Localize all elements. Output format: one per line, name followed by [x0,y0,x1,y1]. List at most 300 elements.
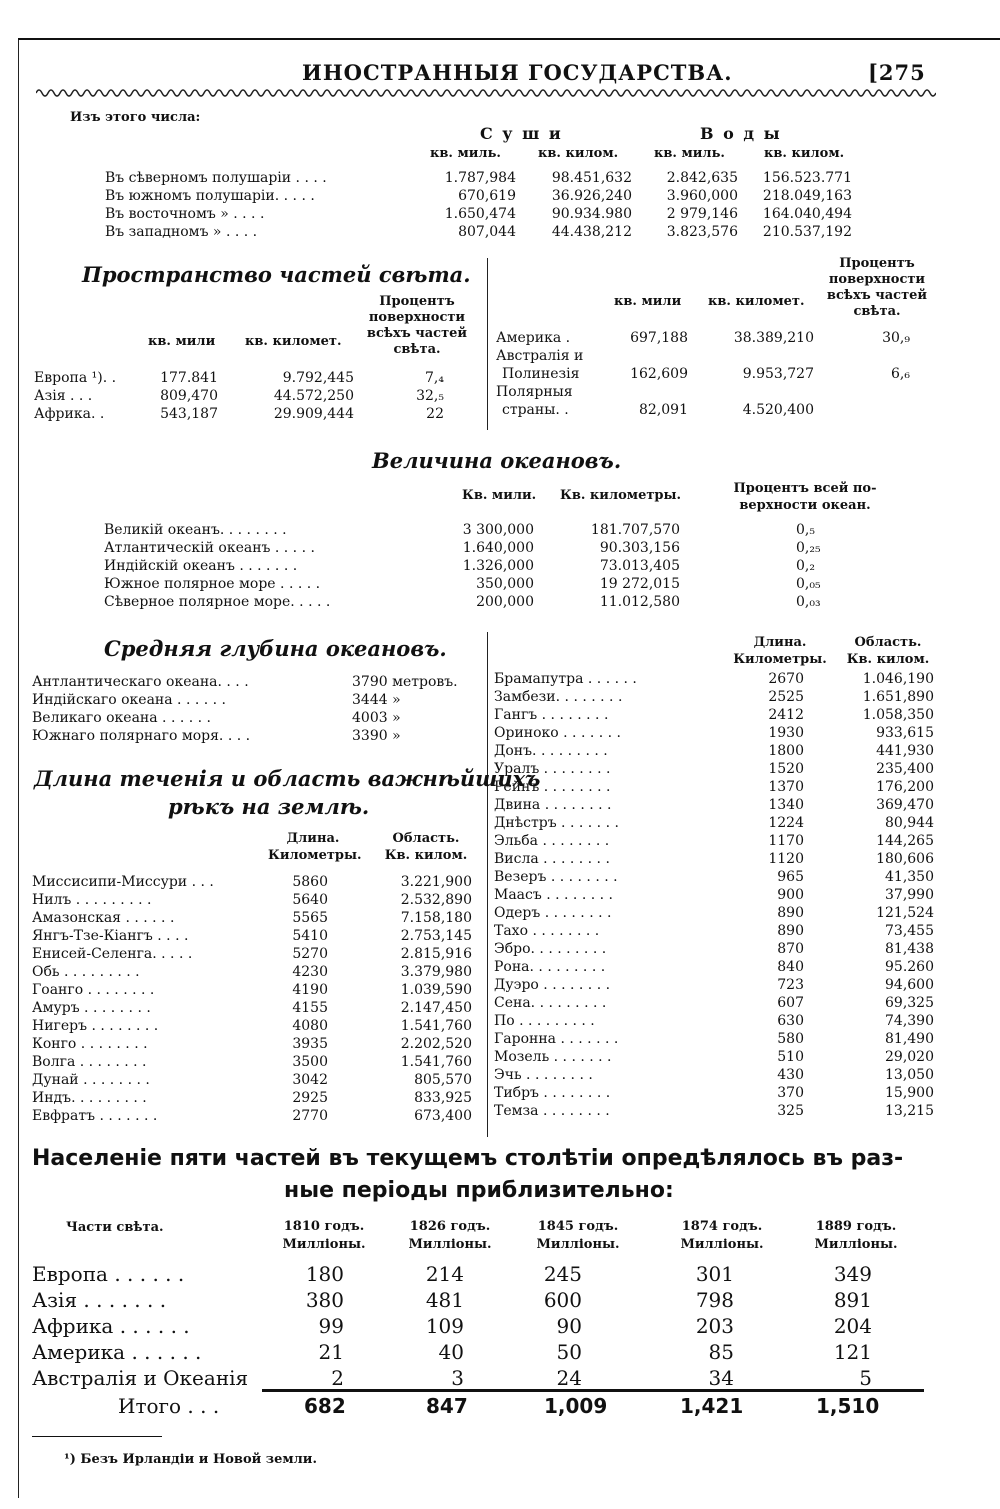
river-name: Темза . . . . . . . . [494,1103,610,1119]
table-row [0,692,488,710]
continents-col-km-left: кв. километ. [245,334,342,349]
river-name: Волга . . . . . . . . [32,1054,147,1070]
col-header-line: Область. [392,831,460,846]
river-length: 1800 [768,743,804,759]
continents-right-table [490,330,1000,420]
footnote: ¹) Безъ Ирландіи и Новой земли. [64,1452,317,1467]
river-length: 3500 [292,1054,328,1070]
river-name: Нигеръ . . . . . . . . [32,1018,159,1034]
continents-col-miles-left: кв. мили [148,334,216,349]
river-length: 370 [777,1085,804,1101]
col-header-line: Длина. [753,635,807,650]
table-row [490,977,1000,995]
river-length: 890 [777,923,804,939]
river-length: 5860 [292,874,328,890]
table-row [490,1013,1000,1031]
river-name: Донъ. . . . . . . . . [494,743,608,759]
population-value: 99 [318,1314,344,1338]
river-area: 7.158,180 [400,910,472,926]
table-row [0,964,488,982]
cell: 36.926,240 [551,188,632,204]
river-length: 890 [777,905,804,921]
rivers-left-table [0,874,488,1126]
population-value: 109 [425,1314,464,1338]
year-column-header [672,1218,772,1254]
footnote-rule [32,1436,162,1437]
river-name: Ориноко . . . . . . . [494,725,622,741]
river-name: Тибръ . . . . . . . . [494,1085,611,1101]
table-row [490,366,1000,384]
river-name: Брамапутра . . . . . . [494,671,637,687]
row-label: Полярныя [496,384,573,400]
pct-header-line: Процентъ [379,294,455,309]
unit-label: Милліоны. [814,1237,898,1252]
hemispheres-table [0,170,1000,242]
cell: 3444 » [352,692,401,708]
river-area: 81,438 [885,941,934,957]
year-label: 1826 годъ. [409,1219,491,1234]
river-length: 3042 [292,1072,328,1088]
table-row [490,725,1000,743]
table-row [0,594,1000,612]
row-label: Азія . . . [34,388,93,404]
river-area: 15,900 [885,1085,934,1101]
pct-header-line: свѣта. [393,342,441,357]
table-row [490,851,1000,869]
cell: 809,470 [160,388,218,404]
river-area: 74,390 [885,1013,934,1029]
population-value: 600 [543,1288,582,1312]
cell: 1.787,984 [444,170,516,186]
river-name: Евфратъ . . . . . . . [32,1108,158,1124]
year-label: 1845 годъ. [537,1219,619,1234]
water-group-header: В о д ы [700,124,782,143]
river-name: Одеръ . . . . . . . . [494,905,612,921]
table-row [0,522,1000,540]
row-label: Америка . [496,330,571,346]
river-name: Дунай . . . . . . . . [32,1072,150,1088]
table-row [0,406,488,424]
river-name: Эчь . . . . . . . . [494,1067,593,1083]
table-row [0,1054,488,1072]
continents-pct-header-left [362,294,472,358]
row-label: Великаго океана . . . . . . [32,710,211,726]
population-total-rule [262,1389,924,1392]
oceans-col-miles: Кв. мили. [462,488,537,503]
cell: 0,₂₅ [796,540,821,556]
cell: 11.012,580 [599,594,680,610]
table-row [0,558,1000,576]
river-length: 2770 [292,1108,328,1124]
population-value: 891 [833,1288,872,1312]
continent-label: Африка . . . . . . [32,1314,190,1338]
pct-header-line: верхности океан. [739,498,871,513]
river-length: 4080 [292,1018,328,1034]
table-row [0,874,488,892]
population-value: 2 [331,1366,344,1390]
cell: 19 272,015 [599,576,680,592]
total-1810: 682 [304,1394,346,1418]
table-row [490,348,1000,366]
table-row [0,1340,1000,1366]
river-length: 5270 [292,946,328,962]
population-value: 85 [708,1340,734,1364]
page-number: [275 [868,60,926,85]
cell: 0,₂ [796,558,815,574]
table-row [490,384,1000,402]
row-label: Въ восточномъ » . . . . [105,206,265,222]
river-name: Везеръ . . . . . . . . [494,869,618,885]
table-row [490,1067,1000,1085]
cell: 22 [426,406,444,422]
river-name: Мозель . . . . . . . [494,1049,612,1065]
cell: 44.572,250 [273,388,354,404]
river-area: 176,200 [876,779,934,795]
row-label: Полинезія [502,366,580,382]
river-area: 2.815,916 [400,946,472,962]
river-area: 29,020 [885,1049,934,1065]
cell: 210.537,192 [762,224,852,240]
river-area: 833,925 [414,1090,472,1106]
river-length: 3935 [292,1036,328,1052]
river-length: 870 [777,941,804,957]
river-name: Двина . . . . . . . . [494,797,612,813]
row-label: Въ сѣверномъ полушаріи . . . . [105,170,327,186]
table-row [490,330,1000,348]
row-label: Индійскаго океана . . . . . . [32,692,227,708]
year-label: 1810 годъ. [283,1219,365,1234]
total-label: Итого . . . [118,1394,220,1418]
river-area: 80,944 [885,815,934,831]
cell: 3.823,576 [666,224,738,240]
table-row [490,833,1000,851]
river-length: 607 [777,995,804,1011]
cell: 3 300,000 [462,522,534,538]
cell: 90.303,156 [599,540,680,556]
river-area: 369,470 [876,797,934,813]
cell: 4003 » [352,710,401,726]
year-column-header [806,1218,906,1254]
table-row [490,959,1000,977]
cell: 98.451,632 [551,170,632,186]
table-row [490,1031,1000,1049]
cell: 73.013,405 [599,558,680,574]
population-title-line1: Населеніе пяти частей въ текущемъ столѣтіи опредѣлялось въ раз- [32,1146,904,1171]
col-header-sq-km-water: кв. килом. [764,146,845,161]
table-row [0,1108,488,1126]
cell: 162,609 [630,366,688,382]
cell: 1.640,000 [462,540,534,556]
river-area: 2.753,145 [400,928,472,944]
table-row [490,671,1000,689]
table-row [490,707,1000,725]
population-value: 90 [556,1314,582,1338]
col-header-sq-miles-water: кв. миль. [654,146,725,161]
river-area: 41,350 [885,869,934,885]
river-name: Гангъ . . . . . . . . [494,707,609,723]
river-area: 1.541,760 [400,1018,472,1034]
river-length: 840 [777,959,804,975]
unit-label: Милліоны. [536,1237,620,1252]
river-length: 5565 [292,910,328,926]
cell: 6,₆ [891,366,910,382]
continent-label: Азія . . . . . . . [32,1288,167,1312]
table-row [490,761,1000,779]
total-1889: 1,510 [816,1394,880,1418]
table-row [490,887,1000,905]
population-col-label: Части свѣта. [66,1220,164,1235]
river-length: 2525 [768,689,804,705]
river-name: Амазонская . . . . . . [32,910,175,926]
cell: 32,₅ [416,388,444,404]
river-name: Маасъ . . . . . . . . [494,887,613,903]
rivers-col-area-left [376,830,476,864]
population-value: 214 [425,1262,464,1286]
river-length: 2670 [768,671,804,687]
river-name: Обь . . . . . . . . . [32,964,140,980]
river-area: 1.046,190 [862,671,934,687]
continents-col-km-right: кв. километ. [708,294,805,309]
river-name: Днѣстръ . . . . . . . [494,815,619,831]
river-length: 4155 [292,1000,328,1016]
continents-left-table [0,370,488,424]
river-area: 94,600 [885,977,934,993]
river-name: Амуръ . . . . . . . . [32,1000,151,1016]
river-length: 430 [777,1067,804,1083]
population-value: 349 [833,1262,872,1286]
cell: 697,188 [630,330,688,346]
cell: 177.841 [160,370,218,386]
table-row [490,779,1000,797]
table-row [0,1036,488,1054]
river-name: Нилъ . . . . . . . . . [32,892,152,908]
table-row [0,1262,1000,1288]
river-area: 95.260 [885,959,934,975]
population-value: 180 [305,1262,344,1286]
river-name: Висла . . . . . . . . [494,851,610,867]
cell: 9.792,445 [282,370,354,386]
rivers-title-line2: рѣкъ на землѣ. [168,794,370,819]
river-area: 1.058,350 [862,707,934,723]
table-row [0,540,1000,558]
cell: 30,₉ [882,330,910,346]
col-header-line: Область. [854,635,922,650]
table-row [490,1085,1000,1103]
total-1845: 1,009 [544,1394,608,1418]
river-name: Конго . . . . . . . . [32,1036,148,1052]
cell: 1.650,474 [444,206,516,222]
river-area: 3.379,980 [400,964,472,980]
rivers-col-len-right [730,634,830,668]
river-area: 441,930 [876,743,934,759]
table-row [0,370,488,388]
river-area: 69,325 [885,995,934,1011]
table-row [0,1018,488,1036]
cell: 29.909,444 [273,406,354,422]
unit-label: Милліоны. [680,1237,764,1252]
population-value: 301 [695,1262,734,1286]
col-header-line: Километры. [733,652,827,667]
population-value: 21 [318,1340,344,1364]
cell: 82,091 [639,402,688,418]
river-area: 121,524 [876,905,934,921]
col-header-line: Кв. килом. [384,848,468,863]
row-label: Южное полярное море . . . . . [104,576,321,592]
table-row [0,206,1000,224]
col-header-sq-miles: кв. миль. [430,146,501,161]
river-length: 2925 [292,1090,328,1106]
row-label: Въ южномъ полушаріи. . . . . [105,188,315,204]
table-row [490,815,1000,833]
river-name: Замбези. . . . . . . . [494,689,623,705]
year-column-header [274,1218,374,1254]
pct-header-line: свѣта. [853,304,901,319]
river-length: 5640 [292,892,328,908]
population-value: 40 [438,1340,464,1364]
population-value: 121 [833,1340,872,1364]
river-area: 1.541,760 [400,1054,472,1070]
depths-table [0,674,488,746]
cell: 164.040,494 [762,206,852,222]
cell: 156.523.771 [762,170,852,186]
unit-label: Милліоны. [282,1237,366,1252]
river-area: 1.651,890 [862,689,934,705]
river-area: 73,455 [885,923,934,939]
table-row [0,910,488,928]
table-row [0,1072,488,1090]
cell: 181.707,570 [590,522,680,538]
oceans-title: Величина океановъ. [372,448,622,473]
total-1874: 1,421 [680,1394,744,1418]
table-row [0,674,488,692]
cell: 7,₄ [425,370,444,386]
river-name: Енисей-Селенга. . . . . [32,946,193,962]
table-row [0,224,1000,242]
table-row [490,402,1000,420]
cell: 350,000 [476,576,534,592]
river-length: 4190 [292,982,328,998]
cell: 2.842,635 [666,170,738,186]
land-group-header: С у ш и [480,124,563,143]
river-area: 180,606 [876,851,934,867]
table-row [490,941,1000,959]
table-row [0,1090,488,1108]
top-rule [18,38,1000,40]
col-header-line: Длина. [286,831,340,846]
row-label: Великій океанъ. . . . . . . . [104,522,287,538]
river-area: 933,615 [876,725,934,741]
population-value: 3 [451,1366,464,1390]
river-area: 2.147,450 [400,1000,472,1016]
river-area: 144,265 [876,833,934,849]
rivers-col-area-right [838,634,938,668]
year-label: 1889 годъ. [815,1219,897,1234]
table-row [490,869,1000,887]
year-column-header [528,1218,628,1254]
continents-title: Пространство частей свѣта. [82,262,471,287]
table-row [0,576,1000,594]
pct-header-line: Процентъ [839,256,915,271]
continent-label: Америка . . . . . . [32,1340,202,1364]
hemispheres-intro: Изъ этого числа: [70,110,201,125]
table-row [0,710,488,728]
row-label: Сѣверное полярное море. . . . . [104,594,331,610]
cell: 200,000 [476,594,534,610]
river-length: 1340 [768,797,804,813]
col-header-sq-km: кв. килом. [538,146,619,161]
cell: 218.049,163 [762,188,852,204]
year-label: 1874 годъ. [681,1219,763,1234]
river-name: Миссисипи-Миссури . . . [32,874,214,890]
row-label: Африка. . [34,406,105,422]
river-length: 630 [777,1013,804,1029]
row-label: Въ западномъ » . . . . [105,224,258,240]
table-row [490,1049,1000,1067]
table-row [0,1314,1000,1340]
row-label: Атлантическій океанъ . . . . . [104,540,315,556]
river-length: 965 [777,869,804,885]
cell: 38.389,210 [733,330,814,346]
row-label: Индійскій океанъ . . . . . . . [104,558,298,574]
continent-label: Европа . . . . . . [32,1262,185,1286]
cell: 3390 » [352,728,401,744]
table-row [0,946,488,964]
table-row [490,995,1000,1013]
cell: 0,₀₅ [796,576,821,592]
river-length: 723 [777,977,804,993]
rivers-title-line1: Длина теченія и область важнѣйшихъ [34,766,541,791]
river-name: Дуэро . . . . . . . . [494,977,611,993]
river-name: Рона. . . . . . . . . [494,959,606,975]
unit-label: Милліоны. [408,1237,492,1252]
population-value: 50 [556,1340,582,1364]
rivers-col-len-left [268,830,362,864]
river-length: 1170 [768,833,804,849]
river-area: 235,400 [876,761,934,777]
col-header-line: Километры. [268,848,362,863]
river-name: Гоанго . . . . . . . . [32,982,155,998]
cell: 670,619 [458,188,516,204]
table-row [490,689,1000,707]
population-value: 481 [425,1288,464,1312]
population-total-row [0,1394,1000,1422]
cell: 0,₅ [796,522,815,538]
table-row [0,388,488,406]
table-row [490,1103,1000,1121]
river-length: 580 [777,1031,804,1047]
row-label: Южнаго полярнаго моря. . . . [32,728,251,744]
river-area: 3.221,900 [400,874,472,890]
page-header-title: ИНОСТРАННЫЯ ГОСУДАРСТВА. [302,60,733,85]
pct-header-line: Процентъ всей по- [733,481,877,496]
cell: 2 979,146 [666,206,738,222]
pct-header-line: поверхности [828,272,926,287]
river-area: 673,400 [414,1108,472,1124]
cell: 44.438,212 [551,224,632,240]
oceans-table [0,522,1000,612]
total-1826: 847 [426,1394,468,1418]
river-length: 1120 [768,851,804,867]
river-area: 37,990 [885,887,934,903]
river-length: 1520 [768,761,804,777]
table-row [0,1000,488,1018]
river-length: 1224 [768,815,804,831]
river-name: Янгъ-Тзе-Кіангъ . . . . [32,928,189,944]
population-table [0,1262,1000,1392]
pct-header-line: всѣхъ частей [366,326,468,341]
cell: 9.953,727 [742,366,814,382]
rivers-right-table [490,671,1000,1121]
